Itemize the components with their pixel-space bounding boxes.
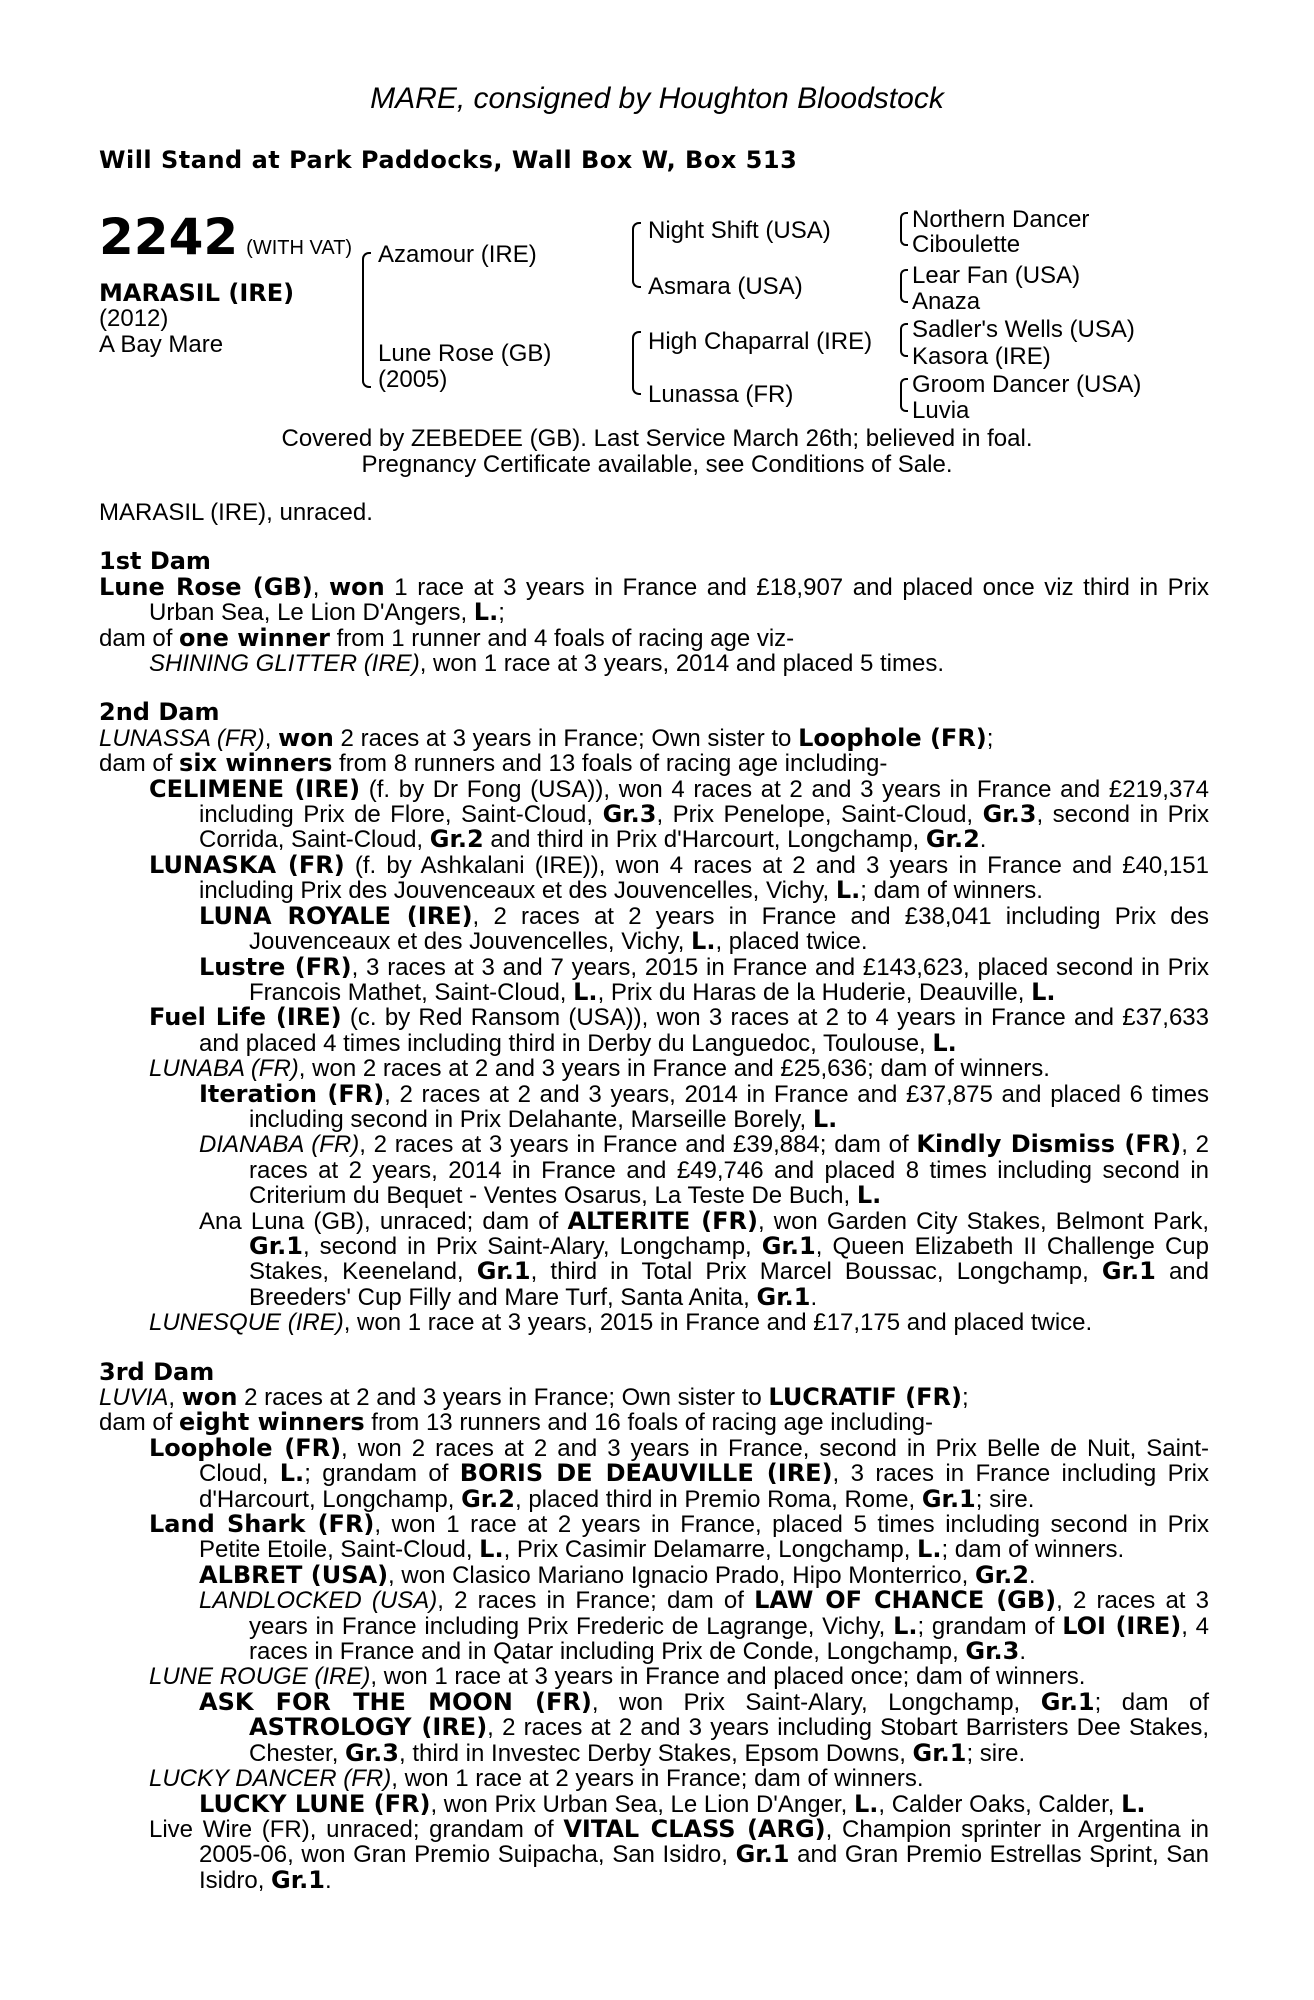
loi-name: LOI (IRE) bbox=[1062, 1611, 1182, 1640]
pedigree-ssd: Ciboulette bbox=[912, 231, 1021, 258]
pedigree-dsd: Kasora (IRE) bbox=[912, 343, 1051, 370]
fuel-listed: L. bbox=[932, 1028, 957, 1057]
lune-text1: , won Prix Urban Sea, Le Lion D'Anger, bbox=[430, 1790, 854, 1818]
shark-listed2: L. bbox=[917, 1535, 942, 1564]
entry-lunaska bbox=[99, 850, 1209, 905]
first-dam-name: Lune Rose (GB) bbox=[99, 572, 313, 601]
first-dam-section bbox=[99, 549, 1209, 676]
pedigree-sds: Lear Fan (USA) bbox=[912, 262, 1081, 289]
third-dam-damof: dam of bbox=[99, 1409, 180, 1437]
celimene-gr2b: Gr.2 bbox=[925, 825, 980, 854]
alterite-name: ALTERITE (FR) bbox=[567, 1206, 758, 1235]
royale-text1: , 2 races at 2 years in France and £38,041 including Prix des Jouvenceaux et des Jouvencelles, Vichy, bbox=[249, 902, 1209, 956]
wire-text1: Live Wire (FR), unraced; grandam of bbox=[149, 1815, 564, 1843]
third-dam-section bbox=[99, 1357, 1210, 1894]
celimene-end: . bbox=[979, 826, 987, 854]
pedigree-bracket-sd bbox=[900, 269, 908, 303]
third-dam-heading: 3rd Dam bbox=[99, 1357, 215, 1386]
boris-text1: , 3 races in France including Prix d'Harcourt, Longchamp, bbox=[199, 1460, 1209, 1513]
page-title: MARE, consigned by Houghton Bloodstock bbox=[370, 82, 944, 115]
celimene-text4: and third in Prix d'Harcourt, Longchamp, bbox=[483, 826, 926, 854]
astrology-gr3: Gr.3 bbox=[345, 1738, 399, 1767]
lunaska-text1: (f. by Ashkalani (IRE)), won 4 races at 2 and 3 years in France and £40,151 including Prix des Jouvenceaux et des Jouvencelles, Vichy, bbox=[199, 851, 1209, 905]
loophole-text1: , won 2 races at 2 and 3 years in France, second in Prix Belle de Nuit, Saint-Cloud, bbox=[199, 1434, 1209, 1488]
entry-lucky-dancer bbox=[99, 1766, 1209, 1791]
lucky-name: LUCKY DANCER (FR) bbox=[149, 1765, 392, 1793]
astrology-gr1: Gr.1 bbox=[912, 1738, 967, 1767]
astrology-name: ASTROLOGY (IRE) bbox=[249, 1713, 488, 1742]
alterite-text4: , third in Total Prix Marcel Boussac, Longchamp, bbox=[530, 1258, 1102, 1286]
second-dam-produce bbox=[99, 751, 1209, 776]
shark-text3: ; dam of winners. bbox=[941, 1536, 1125, 1564]
loi-text1: , 4 races in France and in Qatar including Prix de Conde, Longchamp, bbox=[249, 1612, 1209, 1666]
alterite-gr1c: Gr.1 bbox=[476, 1257, 531, 1286]
entry-lunesque bbox=[99, 1310, 1209, 1335]
lunaska-text2: ; dam of winners. bbox=[860, 877, 1043, 905]
second-dam-semi: ; bbox=[986, 724, 994, 752]
first-dam-won: won bbox=[328, 572, 385, 601]
pedigree-sire: Azamour (IRE) bbox=[378, 241, 537, 268]
celimene-gr3: Gr.3 bbox=[602, 800, 657, 829]
celimene-text2: , Prix Penelope, Saint-Cloud, bbox=[656, 801, 983, 829]
royale-listed: L. bbox=[691, 927, 716, 956]
astrology-text1: , 2 races at 2 and 3 years including Stobart Barristers Dee Stakes, Chester, bbox=[249, 1714, 1209, 1767]
entry-lustre bbox=[99, 952, 1210, 1006]
celimene-text3: , second in Prix Corrida, Saint-Cloud, bbox=[199, 801, 1209, 854]
lunaba-name: LUNABA (FR) bbox=[149, 1055, 299, 1083]
pedigree-ddd: Luvia bbox=[912, 397, 970, 424]
iteration-name: Iteration (FR) bbox=[199, 1079, 385, 1108]
pedigree-bracket-gen1 bbox=[362, 252, 371, 388]
horse-description: A Bay Mare bbox=[99, 331, 224, 358]
celimene-gr2: Gr.2 bbox=[429, 825, 484, 854]
lunaska-name: LUNASKA (FR) bbox=[149, 850, 345, 879]
shark-text1: , won 1 race at 2 years in France, placed 5 times including second in Prix Petite Etoile, Saint-Cloud, bbox=[199, 1511, 1210, 1564]
lucky-text: , won 1 race at 2 years in France; dam of winners. bbox=[391, 1765, 924, 1793]
alterite-text1: , won Garden City Stakes, Belmont Park, bbox=[757, 1207, 1210, 1235]
second-dam-entry bbox=[99, 723, 1209, 752]
foal-shining-glitter: SHINING GLITTER (IRE) bbox=[149, 650, 420, 678]
third-dam-name: LUVIA bbox=[99, 1384, 169, 1411]
alterite-gr1d: Gr.1 bbox=[1101, 1257, 1156, 1286]
second-dam-heading: 2nd Dam bbox=[99, 698, 220, 727]
ana-text1: Ana Luna (GB), unraced; dam of bbox=[199, 1207, 568, 1235]
second-dam-winners: six winners bbox=[179, 749, 333, 778]
shark-listed: L. bbox=[479, 1535, 504, 1564]
albret-end: . bbox=[1028, 1561, 1036, 1589]
pedigree-dam-sire: High Chaparral (IRE) bbox=[648, 328, 873, 355]
lustre-listed: L. bbox=[573, 977, 598, 1006]
first-dam-text1: 1 race at 3 years in France and £18,907 and placed once viz third in Prix Urban Sea, Le Lion D'Angers, bbox=[149, 573, 1209, 627]
pedigree-dam-year: (2005) bbox=[378, 366, 448, 393]
vital-end: . bbox=[324, 1866, 332, 1894]
lot-header bbox=[99, 208, 352, 266]
entry-fuel-life bbox=[99, 1005, 1209, 1056]
alterite-text3: , Queen Elizabeth II Challenge Cup Stakes, Keeneland, bbox=[249, 1232, 1209, 1286]
second-dam-section bbox=[99, 700, 1209, 1335]
first-dam-winners: one winner bbox=[179, 623, 330, 652]
third-dam-text2: from 13 runners and 16 foals of racing age including- bbox=[364, 1409, 933, 1437]
rouge-name: LUNE ROUGE (IRE) bbox=[149, 1663, 371, 1691]
law-text1: , 2 races at 3 years in France including Prix Frederic de Lagrange, Vichy, bbox=[249, 1587, 1210, 1640]
pedigree-bracket-dam bbox=[632, 331, 641, 395]
second-dam-text1: 2 races at 3 years in France; Own sister to bbox=[333, 724, 799, 752]
entry-ask-for-the-moon bbox=[99, 1687, 1209, 1767]
lustre-text1: , 3 races at 3 and 7 years, 2015 in France and £143,623, placed second in Prix Francois Mathet, Saint-Cloud, bbox=[249, 953, 1210, 1006]
pedigree-sdd: Anaza bbox=[912, 288, 981, 315]
horse-name: MARASIL (IRE) bbox=[99, 279, 295, 307]
second-dam-won: won bbox=[278, 723, 334, 752]
alterite-end: . bbox=[810, 1283, 818, 1311]
pedigree-sire-sire: Night Shift (USA) bbox=[648, 217, 831, 244]
rouge-text: , won 1 race at 3 years in France and placed once; dam of winners. bbox=[370, 1663, 1086, 1691]
iteration-listed: L. bbox=[812, 1104, 838, 1133]
royale-name: LUNA ROYALE (IRE) bbox=[199, 901, 473, 930]
pedigree-bracket-dd bbox=[900, 378, 908, 412]
fuel-text1: (c. by Red Ransom (USA)), won 3 races at 2 to 4 years in France and £37,633 and placed 4 times including third in Derby du Languedoc, Toulouse, bbox=[199, 1004, 1209, 1057]
boris-name: BORIS DE DEAUVILLE (IRE) bbox=[459, 1459, 833, 1488]
pedigree-bracket-ss bbox=[900, 212, 908, 246]
law-listed: L. bbox=[893, 1611, 918, 1640]
celimene-gr3b: Gr.3 bbox=[982, 800, 1037, 829]
boris-gr1: Gr.1 bbox=[921, 1484, 976, 1513]
stand-location: Will Stand at Park Paddocks, Wall Box W, Box 513 bbox=[99, 146, 798, 174]
ask-name: ASK FOR THE MOON (FR) bbox=[199, 1687, 592, 1716]
boris-text3: ; sire. bbox=[975, 1485, 1035, 1513]
ask-gr1: Gr.1 bbox=[1040, 1687, 1095, 1716]
law-text2: ; grandam of bbox=[917, 1612, 1063, 1640]
first-dam-produce bbox=[99, 623, 1209, 652]
pedigree-dds: Groom Dancer (USA) bbox=[912, 371, 1142, 398]
third-dam-won: won bbox=[181, 1383, 238, 1411]
ask-text2: ; dam of bbox=[1094, 1688, 1209, 1716]
pedigree-bracket-ds bbox=[900, 323, 908, 357]
kindly-text1: , 2 races at 2 years, 2014 in France and £49,746 and placed 8 times including second in Criterium du Bequet - Ventes Osarus, La Teste De Buch, bbox=[249, 1131, 1210, 1210]
pedigree-notes bbox=[99, 500, 1209, 1893]
celimene-name: CELIMENE (IRE) bbox=[149, 774, 361, 803]
entry-live-wire bbox=[99, 1814, 1210, 1894]
pregnancy-note: Pregnancy Certificate available, see Conditions of Sale. bbox=[361, 451, 953, 478]
pedigree-dam-dam: Lunassa (FR) bbox=[648, 381, 794, 408]
loi-end: . bbox=[1019, 1638, 1027, 1666]
entry-luna-royale bbox=[99, 901, 1209, 956]
entry-lunaba bbox=[99, 1056, 1209, 1081]
second-dam-sister: Loophole (FR) bbox=[798, 723, 987, 752]
third-dam-semi: ; bbox=[961, 1384, 969, 1411]
alterite-text2: , second in Prix Saint-Alary, Longchamp, bbox=[302, 1232, 762, 1260]
third-dam-comma: , bbox=[168, 1384, 182, 1411]
intro-line: MARASIL (IRE), unraced. bbox=[99, 499, 373, 526]
third-dam-entry bbox=[99, 1385, 1209, 1410]
second-dam-name: LUNASSA (FR) bbox=[99, 724, 265, 752]
loophole-text2: ; grandam of bbox=[304, 1460, 460, 1488]
lune-listed2: L. bbox=[1121, 1789, 1146, 1818]
alterite-gr1e: Gr.1 bbox=[756, 1282, 811, 1311]
entry-dianaba bbox=[99, 1132, 1209, 1208]
lune-listed: L. bbox=[853, 1789, 879, 1818]
entry-loophole bbox=[99, 1433, 1209, 1513]
second-dam-text2: from 8 runners and 13 foals of racing age including- bbox=[332, 750, 888, 778]
third-dam-sister: LUCRATIF (FR) bbox=[768, 1383, 962, 1411]
kindly-name: Kindly Dismiss (FR) bbox=[916, 1130, 1182, 1159]
pedigree-dss: Sadler's Wells (USA) bbox=[912, 316, 1135, 343]
boris-text2: , placed third in Premio Roma, Rome, bbox=[515, 1485, 922, 1513]
first-dam-semi: ; bbox=[498, 599, 505, 627]
lot-number: 2242 bbox=[99, 208, 239, 266]
entry-albret bbox=[99, 1560, 1209, 1589]
vital-gr1b: Gr.1 bbox=[271, 1865, 325, 1894]
ask-text1: , won Prix Saint-Alary, Longchamp, bbox=[591, 1688, 1041, 1716]
lustre-listed2: L. bbox=[1031, 977, 1056, 1006]
first-dam-foal bbox=[99, 651, 1209, 676]
dianaba-name: DIANABA (FR) bbox=[199, 1131, 360, 1159]
law-name: LAW OF CHANCE (GB) bbox=[754, 1586, 1057, 1615]
entry-land-shark bbox=[99, 1512, 1209, 1563]
loi-gr3: Gr.3 bbox=[965, 1637, 1020, 1666]
astrology-text3: ; sire. bbox=[966, 1739, 1026, 1767]
first-dam-entry bbox=[99, 572, 1209, 627]
shark-name: Land Shark (FR) bbox=[149, 1510, 375, 1539]
iteration-text1: , 2 races at 2 and 3 years, 2014 in France and £37,875 and placed 6 times including second in Prix Delahante, Marseille Borely, bbox=[249, 1080, 1209, 1133]
intro-section bbox=[99, 500, 1209, 525]
royale-text2: , placed twice. bbox=[715, 928, 868, 956]
lunaba-text: , won 2 races at 2 and 3 years in France and £25,636; dam of winners. bbox=[298, 1055, 1050, 1083]
dianaba-text1: , 2 races at 3 years in France and £39,884; dam of bbox=[359, 1131, 917, 1159]
first-dam-text2: from 1 runner and 4 foals of racing age viz- bbox=[329, 624, 795, 652]
shark-text2: , Prix Casimir Delamarre, Longchamp, bbox=[503, 1536, 918, 1564]
second-dam-comma: , bbox=[264, 724, 279, 752]
first-dam-damof: dam of bbox=[99, 624, 180, 652]
entry-landlocked bbox=[99, 1588, 1209, 1664]
first-dam-comma: , bbox=[312, 573, 329, 601]
loophole-name: Loophole (FR) bbox=[149, 1433, 342, 1462]
celimene-text1: (f. by Dr Fong (USA)), won 4 races at 2 and 3 years in France and £219,374 including Prix de Flore, Saint-Cloud, bbox=[199, 775, 1209, 829]
entry-iteration bbox=[99, 1079, 1209, 1133]
lunesque-text: , won 1 race at 3 years, 2015 in France and £17,175 and placed twice. bbox=[343, 1309, 1093, 1337]
pedigree-sss: Northern Dancer bbox=[912, 206, 1090, 233]
entry-lune-rouge bbox=[99, 1664, 1209, 1689]
entry-celimene bbox=[99, 774, 1209, 854]
third-dam-winners: eight winners bbox=[179, 1408, 365, 1437]
first-dam-heading: 1st Dam bbox=[99, 547, 211, 576]
landlocked-name: LANDLOCKED (USA) bbox=[199, 1587, 438, 1615]
loophole-listed: L. bbox=[279, 1459, 305, 1488]
vital-text1: , Champion sprinter in Argentina in 2005-06, won Gran Premio Suipacha, San Isidro, bbox=[199, 1815, 1210, 1869]
lune-text2: , Calder Oaks, Calder, bbox=[878, 1790, 1122, 1818]
second-dam-damof: dam of bbox=[99, 750, 180, 778]
third-dam-produce bbox=[99, 1410, 1209, 1435]
lustre-text2: , Prix du Haras de la Huderie, Deauville, bbox=[597, 978, 1032, 1006]
horse-year: (2012) bbox=[99, 305, 169, 332]
landlocked-text1: , 2 races in France; dam of bbox=[437, 1587, 755, 1615]
lustre-name: Lustre (FR) bbox=[199, 952, 352, 981]
alterite-gr1b: Gr.1 bbox=[761, 1231, 816, 1260]
vital-gr1: Gr.1 bbox=[735, 1840, 790, 1869]
fuel-name: Fuel Life (IRE) bbox=[149, 1003, 342, 1032]
pedigree-bracket-sire bbox=[632, 222, 641, 288]
pedigree-sire-dam: Asmara (USA) bbox=[648, 273, 803, 300]
lune-name: LUCKY LUNE (FR) bbox=[199, 1789, 431, 1818]
alterite-gr1a: Gr.1 bbox=[249, 1231, 303, 1260]
third-dam-text1: 2 races at 2 and 3 years in France; Own sister to bbox=[237, 1384, 769, 1411]
astrology-text2: , third in Investec Derby Stakes, Epsom Downs, bbox=[398, 1739, 913, 1767]
lunesque-name: LUNESQUE (IRE) bbox=[149, 1309, 344, 1337]
lunaska-listed: L. bbox=[835, 876, 861, 905]
entry-lucky-lune bbox=[99, 1789, 1209, 1818]
kindly-listed: L. bbox=[856, 1181, 882, 1210]
vital-text2: and Gran Premio Estrellas Sprint, San Isidro, bbox=[199, 1841, 1209, 1894]
albret-name: ALBRET (USA) bbox=[199, 1560, 389, 1589]
albret-gr2: Gr.2 bbox=[974, 1560, 1029, 1589]
vital-name: VITAL CLASS (ARG) bbox=[563, 1814, 826, 1843]
covering-info: Covered by ZEBEDEE (GB). Last Service March 26th; believed in foal. bbox=[281, 425, 1033, 452]
alterite-text5: and Breeders' Cup Filly and Mare Turf, Santa Anita, bbox=[249, 1258, 1209, 1311]
pedigree-dam: Lune Rose (GB) bbox=[378, 340, 552, 367]
entry-ana-luna bbox=[99, 1206, 1210, 1311]
albret-text1: , won Clasico Mariano Ignacio Prado, Hipo Monterrico, bbox=[388, 1561, 975, 1589]
vat-note: (WITH VAT) bbox=[246, 237, 353, 259]
boris-gr2: Gr.2 bbox=[461, 1484, 515, 1513]
first-dam-listed: L. bbox=[473, 598, 499, 627]
foal-shining-glitter-text: , won 1 race at 3 years, 2014 and placed 5 times. bbox=[419, 650, 944, 678]
